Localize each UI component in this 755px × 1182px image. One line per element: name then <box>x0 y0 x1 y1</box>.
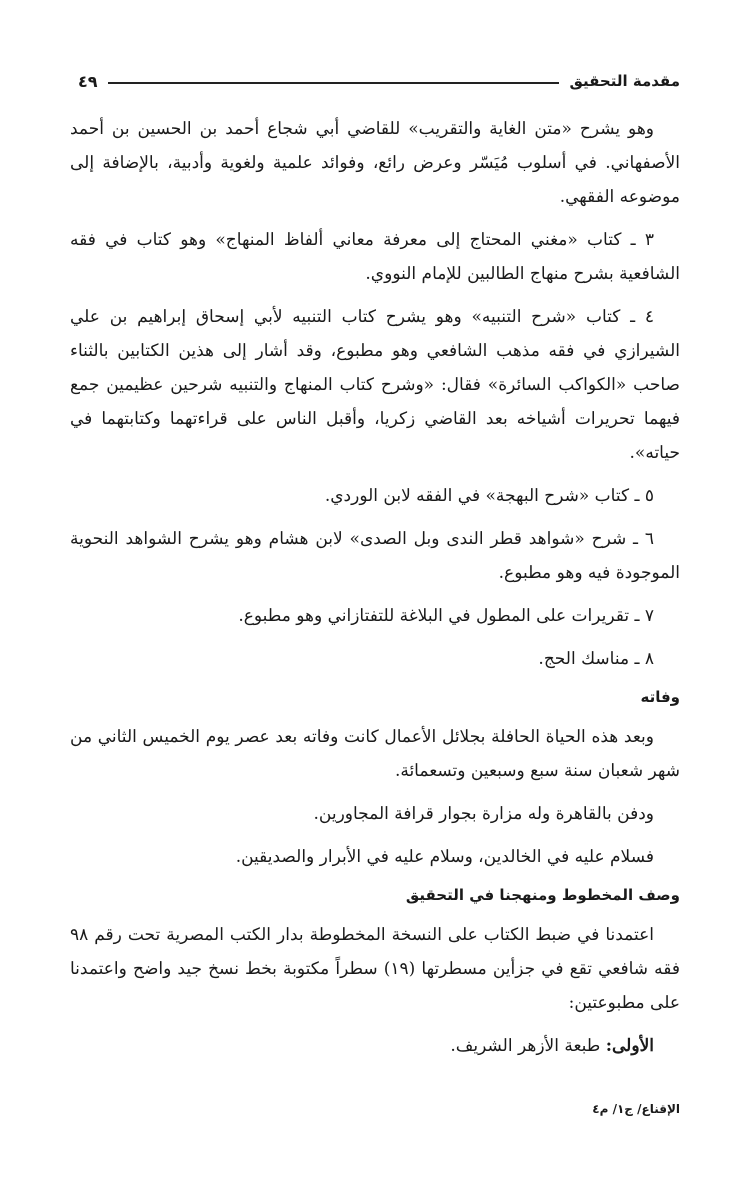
page-body <box>70 112 680 1072</box>
first-edition-label: الأولى: <box>605 1036 654 1056</box>
header-title: مقدمة التحقيق <box>569 72 680 90</box>
first-edition-text: طبعة الأزهر الشريف. <box>450 1036 606 1056</box>
heading-manuscript: وصف المخطوط ومنهجنا في التحقيق <box>405 886 680 904</box>
paragraph-manuscript: اعتمدنا في ضبط الكتاب على النسخة المخطوطة بدار الكتب المصرية تحت رقم ٩٨ فقه شافعي تقع في جزأين مسطرتها (١٩) سطراً مكتوبة بخط نسخ جيد واضح واعتمدنا على مطبوعتين: <box>70 925 680 1013</box>
page-number: ٤٩ <box>78 71 98 91</box>
paragraph-item-8: ٨ ـ مناسك الحج. <box>538 649 654 669</box>
paragraph-first-edition <box>70 1029 680 1063</box>
running-header <box>78 66 680 96</box>
heading-death: وفاته <box>640 688 680 706</box>
header-rule <box>108 82 560 84</box>
paragraph-death: وبعد هذه الحياة الحافلة بجلائل الأعمال كانت وفاته بعد عصر يوم الخميس الثاني من شهر شعبان سنة سبع وسبعين وتسعمائة. <box>70 727 680 781</box>
paragraph-item-5: ٥ ـ كتاب «شرح البهجة» في الفقه لابن الوردي. <box>324 486 654 506</box>
paragraph-burial: ودفن بالقاهرة وله مزارة بجوار قرافة المجاورين. <box>313 804 654 824</box>
signature-mark: الإقناع/ ج١/ م٤ <box>592 1102 680 1116</box>
paragraph-salutation: فسلام عليه في الخالدين، وسلام عليه في الأبرار والصديقين. <box>235 847 654 867</box>
paragraph-intro: وهو يشرح «متن الغاية والتقريب» للقاضي أبي شجاع أحمد بن الحسين بن أحمد الأصفهاني. في أسلوب مُيَسّر وعرض رائع، وفوائد علمية ولغوية وأدبية، بالإضافة إلى موضوعه الفقهي. <box>70 119 680 207</box>
paragraph-item-6: ٦ ـ شرح «شواهد قطر الندى وبل الصدى» لابن هشام وهو يشرح الشواهد النحوية الموجودة فيه وهو مطبوع. <box>70 529 680 583</box>
paragraph-item-3: ٣ ـ كتاب «مغني المحتاج إلى معرفة معاني ألفاظ المنهاج» وهو كتاب في فقه الشافعية بشرح منهاج الطالبين للإمام النووي. <box>70 230 680 284</box>
paragraph-item-4: ٤ ـ كتاب «شرح التنبيه» وهو يشرح كتاب التنبيه لأبي إسحاق إبراهيم بن علي الشيرازي في فقه مذهب الشافعي وهو مطبوع، وقد أشار إلى هذين الكتابين بالثناء صاحب «الكواكب السائرة» فقال: «وشرح كتاب المنهاج والتنبيه شرحين عظيمين جمع فيهما تحريرات أشياخه بعد القاضي زكريا، وأقبل الناس على قراءتهما وكتابتهما في حياته». <box>70 307 680 463</box>
paragraph-item-7: ٧ ـ تقريرات على المطول في البلاغة للتفتازاني وهو مطبوع. <box>238 606 654 626</box>
